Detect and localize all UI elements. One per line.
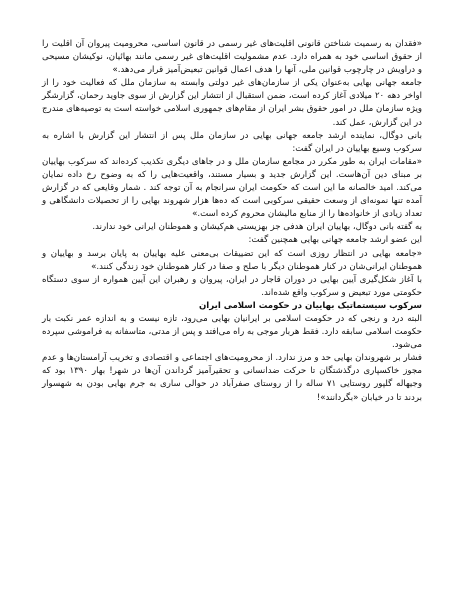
- paragraph-dugal-statement: به گفته بانی دوگال، بهاییان ایران هدفی جز بهزیستی هم‌کیشان و هموطنان ایرانی خود ندارند.: [92, 222, 422, 233]
- paragraph-bic-welcomes-report: جامعه جهانی بهایی به‌عنوان یکی از سازمان‌های غیر دولتی وابسته به سازمان ملل که فعالیت خود را از اواخر دهه ۲۰ میلادی آغاز کرده است، ضمن استقبال از انتشار این گزارش از سوی جاوید رحمان، گزارشگر ویژه سازمان ملل در امور حقوق بشر ایران از مقام‌های جمهوری اسلامی خواسته است به توصیه‌های مندرج در این گزارش، عمل کند.: [42, 78, 422, 128]
- paragraph-member-said: این عضو ارشد جامعه جهانی بهایی همچنین گفت:: [248, 235, 422, 246]
- paragraph-dugal-intro: بانی دوگال، نماینده ارشد جامعه جهانی بهایی در سازمان ملل پس از انتشار این گزارش با اشاره به سرکوب وسیع بهاییان در ایران گفت:: [42, 130, 422, 154]
- paragraph-quote-dugal: «مقامات ایران به طور مکرر در مجامع سازمان ملل و در جاهای دیگری تکذیب کرده‌اند که سرکوب بهاییان بر مبنای دین آن‌هاست. این گزارش جدید و بسیار مستند، واقعیت‌هایی را که به وضوح رخ داده نمایان می‌کند. امید خالصانه ما این است که حکومت ایران سرانجام به آن توجه کند . شمار وقایعی که در گزارش آمده تنها نمونه‌ای از وسعت حقیقی سرکوبی است که ده‌ها هزار شهروند بهایی را از تحصیلات دانشگاهی و تعداد زیادی از خانواده‌ها را از منابع مالیشان محروم کرده است.»: [42, 156, 422, 220]
- document-page: [42, 38, 422, 405]
- paragraph-pressure-examples: فشار بر شهروندان بهایی حد و مرز ندارد. از محرومیت‌های اجتماعی و اقتصادی و تخریب آرامستان‌ها و عدم مجوز خاکسپاری درگذشتگان تا حرکت ضدانسانی و تحقیرآمیز گرداندن آن‌ها در شهر! بهار ۱۳۹۰ بود که وجیهاله گلپور روستایی ۷۱ ساله را از روستای صفرآباد در حوالی ساری به جرم بهایی بودن به شهسوار بردند تا در خیابان «بگردانند»!: [42, 353, 422, 403]
- section-heading: سرکوب سیستماتیک بهاییان در حکومت اسلامی ایران: [198, 300, 422, 311]
- paragraph-suffering-history: البته درد و رنجی که در حکومت اسلامی بر ایرانیان بهایی می‌رود، تازه نیست و به اندازه عمر نکبت بار حکومت اسلامی سابقه دارد. فقط هربار موجی به راه می‌افتد و پس از مدتی، متاسفانه به فراموشی سپرده می‌شود.: [42, 313, 422, 351]
- paragraph-quote-legal-recognition: «فقدان به رسمیت شناختن قانونی اقلیت‌های غیر رسمی در قانون اساسی، محرومیت پیروان آن اقلیت را از حقوق اساسی خود به همراه دارد. عدم مشمولیت اقلیت‌های غیر رسمی مانند بهائیان، نوکیشان مسیحی و دراویش در چارچوب قوانین ملی، آنها را هدف اعمال قوانین تبعیض‌آمیز قرار می‌دهد.»: [42, 39, 422, 76]
- paragraph-quote-community-hope: «جامعه بهایی در انتظار روزی است که این تضییقات بی‌معنی علیه بهاییان به پایان برسد و بهاییان و هموطنان ایرانی‌شان در کنار هموطنان دیگر با صلح و صفا در کنار هموطنان خود زندگی کنند.»: [42, 248, 422, 272]
- paragraph-qajar-history: با آغاز شکل‌گیری آیین بهایی در دوران قاجار در ایران، پیروان و رهبران این آیین همواره از سوی دستگاه حکومتی مورد تبعیض و سرکوب واقع شده‌اند.: [42, 274, 422, 298]
